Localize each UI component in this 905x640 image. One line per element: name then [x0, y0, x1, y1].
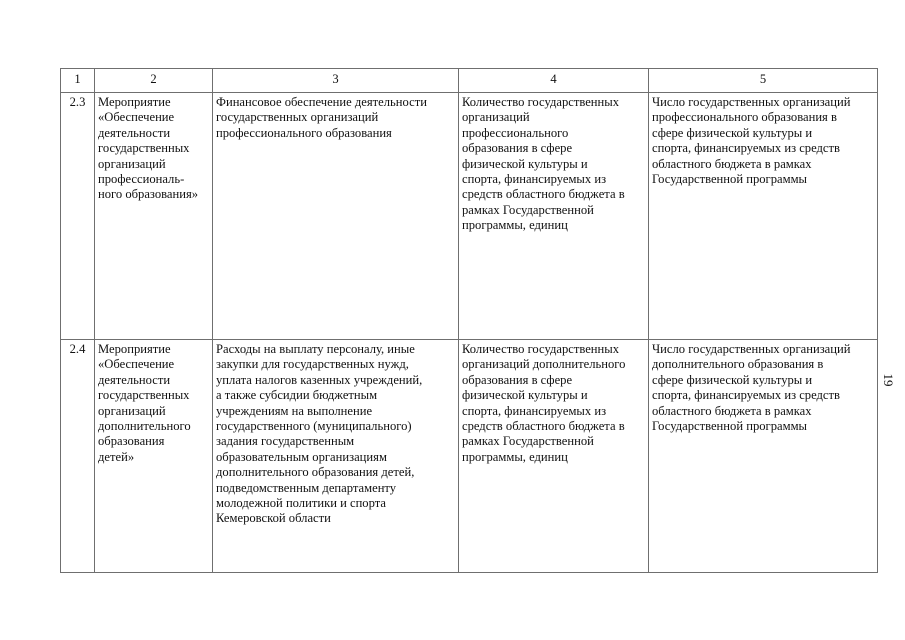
header-cell-1: 1 [61, 69, 95, 93]
description-cell: Расходы на выплату персоналу, иные закупки для государственных нужд, уплата налогов казенных учреждений, а также субсидии бюджетным учреждениям на выполнение государственного (муниципального) задания государственным образовательным организациям дополнительного образования детей, подведомственным департаменту молодежной политики и спорта Кемеровской области [213, 340, 459, 573]
header-cell-3: 3 [213, 69, 459, 93]
indicator-cell: Количество государственных организаций профессионального образования в сфере физической культуры и спорта, финансируемых из средств областного бюджета в рамках Государственной программы, единиц [459, 93, 649, 340]
method-cell: Число государственных организаций дополнительного образования в сфере физической культуры и спорта, финансируемых из средств областного бюджета в рамках Государственной программы [649, 340, 878, 573]
indicator-cell: Количество государственных организаций дополнительного образования в сфере физической культуры и спорта, финансируемых из средств областного бюджета в рамках Государственной программы, единиц [459, 340, 649, 573]
header-cell-2: 2 [95, 69, 213, 93]
program-table [60, 68, 878, 573]
table-row [61, 340, 878, 573]
header-cell-4: 4 [459, 69, 649, 93]
method-cell: Число государственных организаций профессионального образования в сфере физической культуры и спорта, финансируемых из средств областного бюджета в рамках Государственной программы [649, 93, 878, 340]
table-row [61, 93, 878, 340]
description-cell: Финансовое обеспечение деятельности государственных организаций профессионального образования [213, 93, 459, 340]
row-number: 2.4 [61, 340, 95, 573]
event-cell: Мероприятие «Обеспечение деятельности государственных организаций профессиональ- ного образования» [95, 93, 213, 340]
event-cell: Мероприятие «Обеспечение деятельности государственных организаций дополнительного образования детей» [95, 340, 213, 573]
header-row [61, 69, 878, 93]
row-number: 2.3 [61, 93, 95, 340]
page-number: 19 [881, 373, 896, 387]
header-cell-5: 5 [649, 69, 878, 93]
